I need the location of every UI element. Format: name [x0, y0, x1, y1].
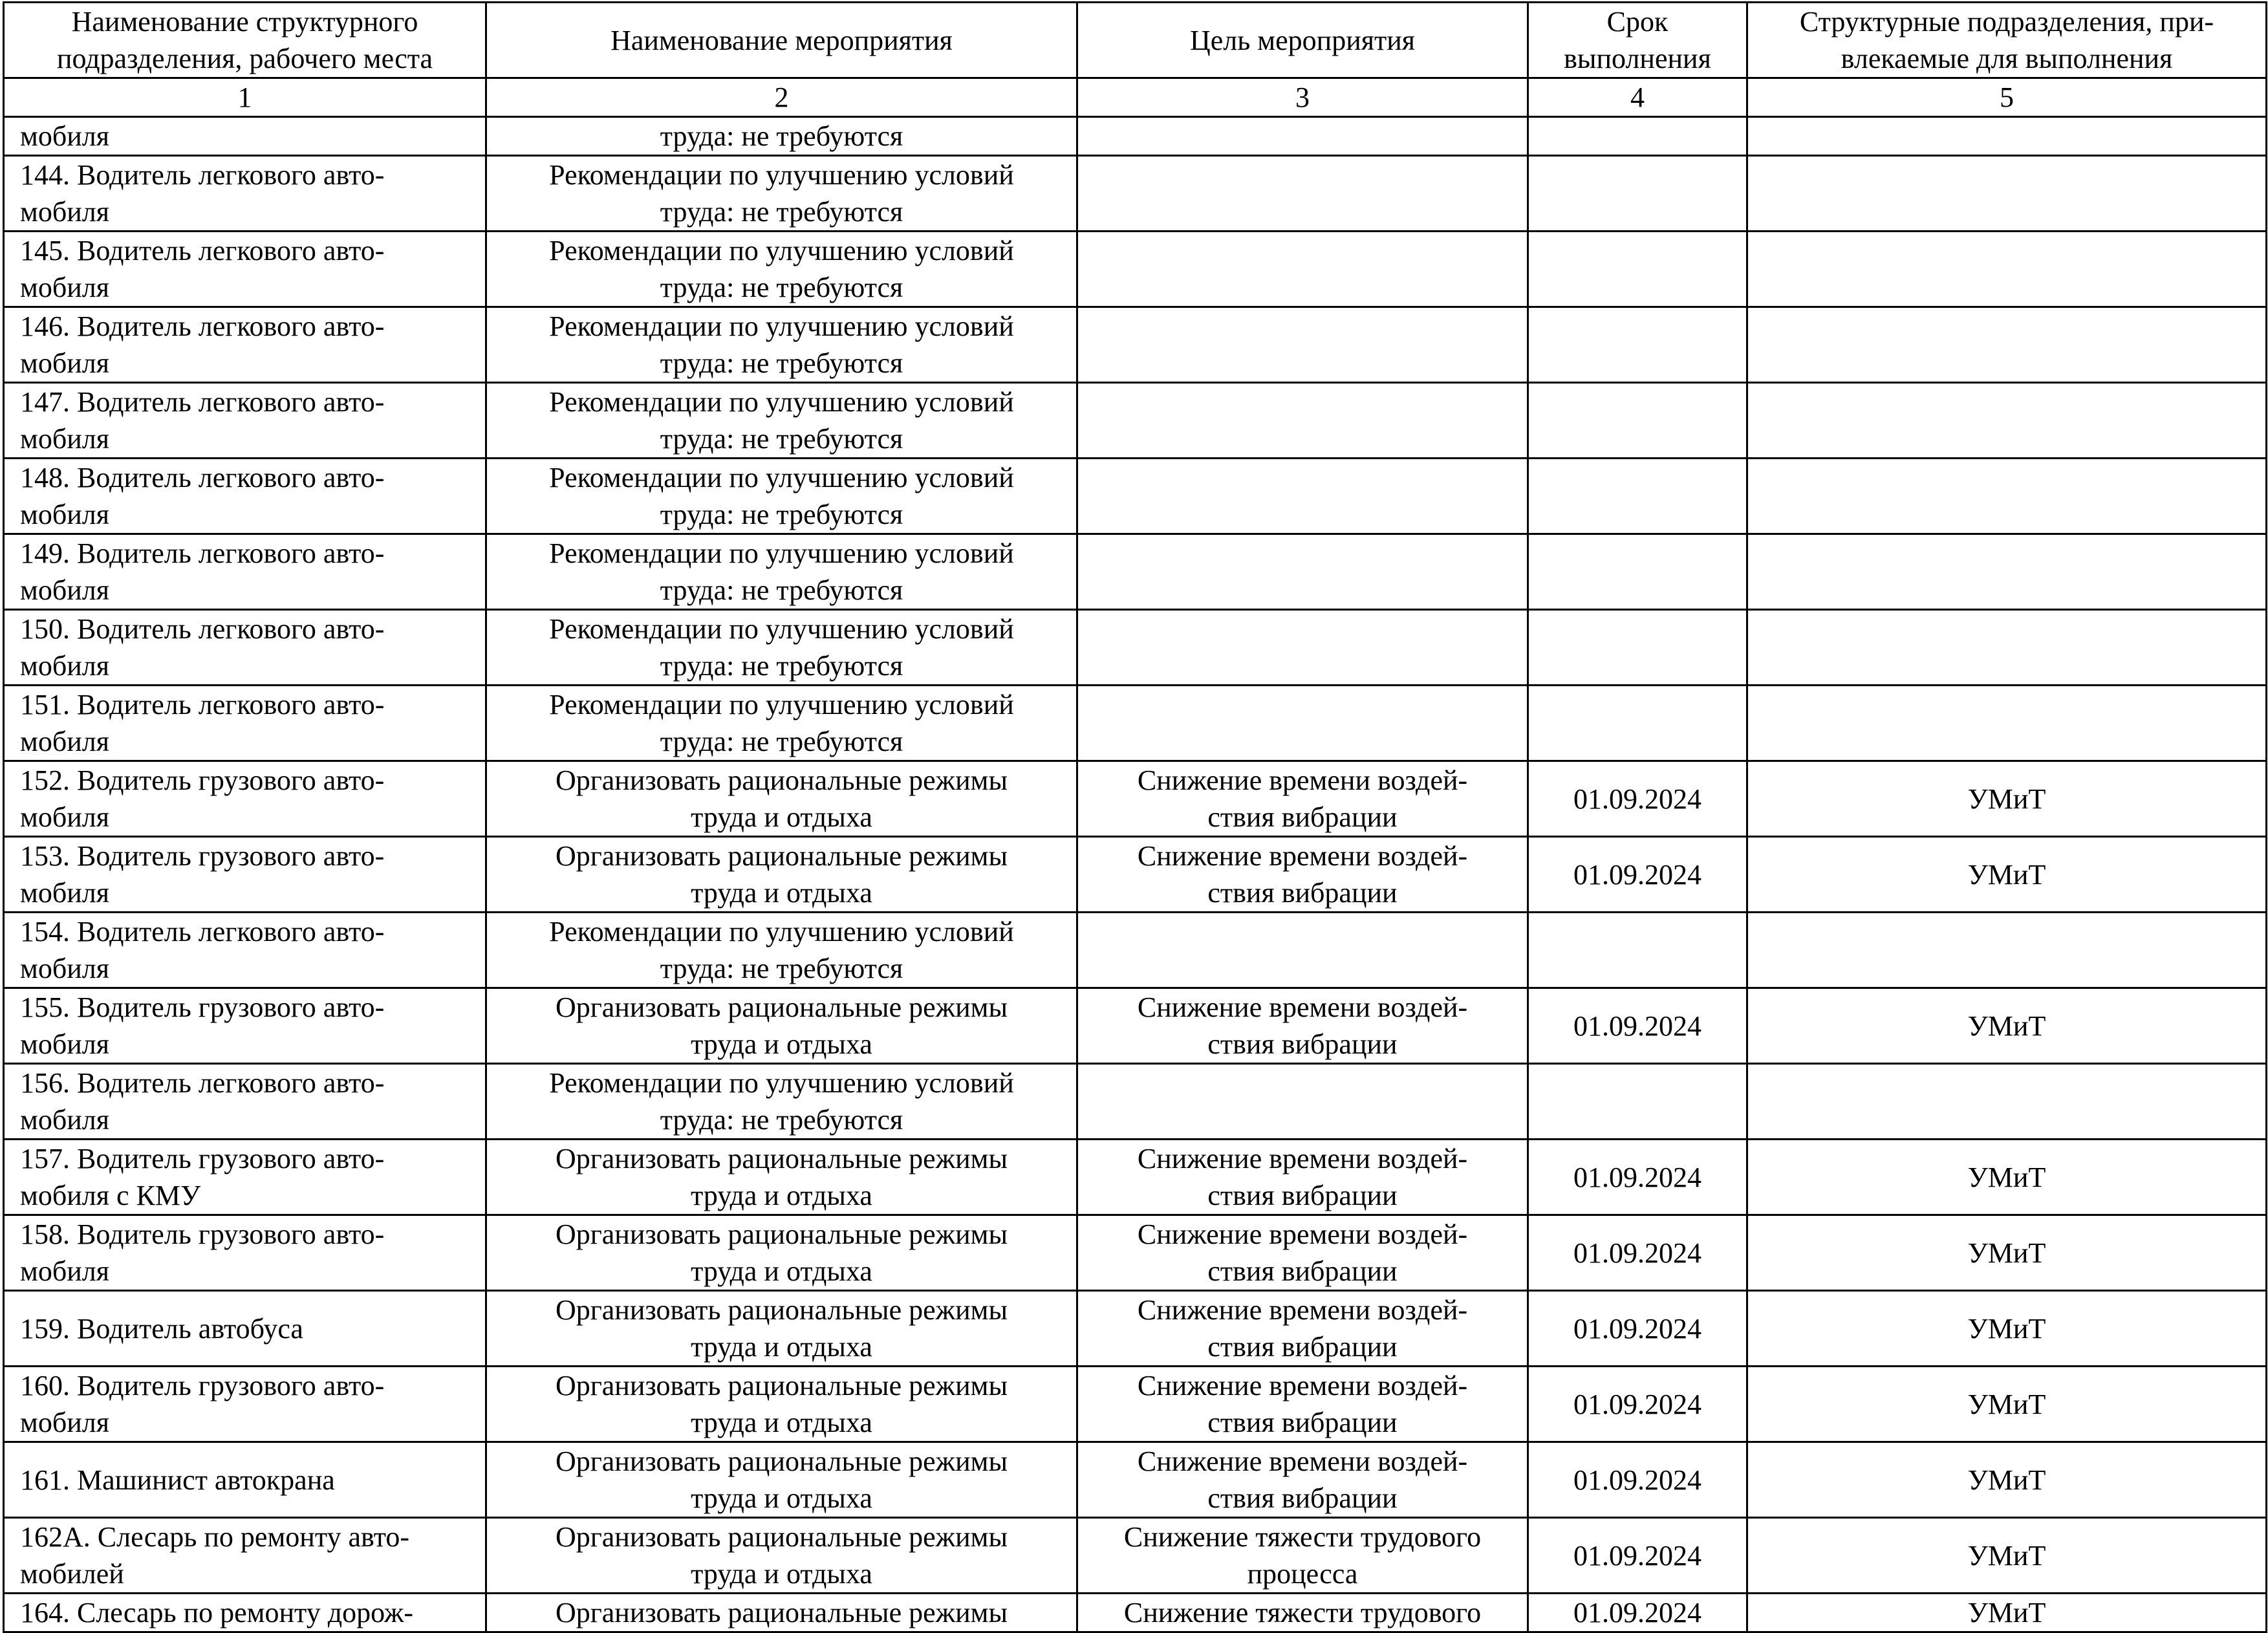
cell-workplace-line: 148. Водитель легкового авто- — [20, 462, 385, 493]
cell-workplace-line: 159. Водитель автобуса — [20, 1312, 303, 1345]
cell-workplace: 164. Слесарь по ремонту дорож- — [4, 1594, 486, 1632]
cell-divisions — [1747, 307, 2267, 383]
cell-measure-line: труда и отдыха — [691, 1407, 872, 1438]
cell-workplace-line: 160. Водитель грузового авто- — [20, 1370, 385, 1401]
cell-workplace-line: мобилей — [20, 1558, 124, 1590]
cell-workplace — [4, 610, 486, 686]
table-row — [4, 534, 2267, 610]
cell-goal-line: ствия вибрации — [1207, 1180, 1398, 1211]
cell-workplace-line: мобиля — [20, 196, 109, 228]
cell-measure-line: Организовать рациональные режимы — [555, 840, 1008, 872]
column-number: 4 — [1528, 78, 1747, 117]
cell-measure-line: труда: не требуются — [660, 499, 903, 530]
cell-deadline — [1528, 383, 1747, 459]
header-cell-measure: Наименование мероприятия — [486, 3, 1077, 78]
cell-workplace-line: мобиля — [20, 347, 109, 379]
cell-divisions — [1747, 383, 2267, 459]
cell-goal-line: Снижение времени воздей- — [1137, 764, 1468, 796]
cell-divisions: УМиТ — [1747, 1291, 2267, 1367]
cell-workplace-line: 157. Водитель грузового авто- — [20, 1143, 385, 1174]
cell-goal — [1077, 232, 1528, 307]
cell-goal — [1077, 988, 1528, 1064]
cell-measure — [486, 156, 1077, 232]
cell-divisions: УМиТ — [1747, 1594, 2267, 1632]
cell-measure — [486, 1140, 1077, 1215]
cell-workplace-line: мобиля — [20, 1028, 109, 1060]
cell-measure-line: труда и отдыха — [691, 1331, 872, 1363]
cell-goal — [1077, 1367, 1528, 1442]
cell-workplace — [4, 913, 486, 988]
table-row — [4, 1442, 2267, 1518]
cell-measure-line: труда: не требуются — [660, 1104, 903, 1136]
column-number: 2 — [486, 78, 1077, 117]
table-row — [4, 837, 2267, 913]
cell-divisions: УМиТ — [1747, 1215, 2267, 1291]
cell-measure — [486, 988, 1077, 1064]
cell-workplace-line: мобиля — [20, 877, 109, 909]
cell-workplace-line: 162А. Слесарь по ремонту авто- — [20, 1521, 409, 1553]
cell-workplace — [4, 1442, 486, 1518]
continuation-unit: мобиля — [4, 117, 486, 156]
cell-goal — [1077, 1064, 1528, 1140]
cell-measure-line: Рекомендации по улучшению условий — [549, 310, 1014, 342]
cell-workplace-line: 144. Водитель легкового авто- — [20, 159, 385, 191]
cell-workplace — [4, 837, 486, 913]
cell-goal — [1077, 761, 1528, 837]
cell-goal-line: ствия вибрации — [1207, 1407, 1398, 1438]
cell-workplace — [4, 307, 486, 383]
cell-measure — [486, 1215, 1077, 1291]
header-cell-divisions: Структурные подразделения, при- влекаемые для выполнения — [1747, 3, 2267, 78]
cell-workplace — [4, 156, 486, 232]
cell-measure-line: Организовать рациональные режимы — [555, 764, 1008, 796]
cell-workplace-line: мобиля — [20, 726, 109, 757]
cell-workplace — [4, 1291, 486, 1367]
cell-divisions: УМиТ — [1747, 1518, 2267, 1594]
cell-goal-line: Снижение времени воздей- — [1137, 1143, 1468, 1174]
cell-measure-line: труда и отдыха — [691, 1255, 872, 1287]
header-cell-deadline: Срок выполнения — [1528, 3, 1747, 78]
cell-workplace-line: 153. Водитель грузового авто- — [20, 840, 385, 872]
cell-workplace-line: мобиля — [20, 1407, 109, 1438]
continuation-divisions — [1747, 117, 2267, 156]
cell-divisions: УМиТ — [1747, 1442, 2267, 1518]
cell-workplace-line: мобиля — [20, 1255, 109, 1287]
cell-deadline: 01.09.2024 — [1528, 837, 1747, 913]
table-row — [4, 1215, 2267, 1291]
cell-measure-line: труда: не требуются — [660, 726, 903, 757]
cell-goal — [1077, 534, 1528, 610]
cell-deadline — [1528, 459, 1747, 534]
cell-goal-line: ствия вибрации — [1207, 1028, 1398, 1060]
table-row — [4, 761, 2267, 837]
cell-workplace-line: 154. Водитель легкового авто- — [20, 916, 385, 947]
cell-measure-line: труда: не требуются — [660, 574, 903, 606]
cell-workplace-line: 161. Машинист автокрана — [20, 1464, 335, 1496]
cell-divisions — [1747, 1064, 2267, 1140]
cell-goal-line: ствия вибрации — [1207, 877, 1398, 909]
cell-workplace-line: мобиля — [20, 801, 109, 833]
cell-measure-line: Организовать рациональные режимы — [555, 1370, 1008, 1401]
cell-measure-line: Организовать рациональные режимы — [555, 991, 1008, 1023]
cell-measure-line: Рекомендации по улучшению условий — [549, 1067, 1014, 1099]
cell-measure-line: Рекомендации по улучшению условий — [549, 537, 1014, 569]
cell-goal-line: Снижение времени воздей- — [1137, 991, 1468, 1023]
cell-workplace-line: 152. Водитель грузового авто- — [20, 764, 385, 796]
cell-workplace — [4, 686, 486, 761]
cell-measure — [486, 232, 1077, 307]
cell-workplace — [4, 1215, 486, 1291]
cell-measure-line: Рекомендации по улучшению условий — [549, 159, 1014, 191]
table-row — [4, 307, 2267, 383]
cell-measure — [486, 459, 1077, 534]
cell-deadline — [1528, 156, 1747, 232]
cell-measure — [486, 1291, 1077, 1367]
table-row — [4, 156, 2267, 232]
cell-workplace-line: 156. Водитель легкового авто- — [20, 1067, 385, 1099]
cell-measure — [486, 383, 1077, 459]
cell-goal-line: Снижение тяжести трудового — [1123, 1521, 1482, 1553]
table-row — [4, 459, 2267, 534]
header-cell-goal: Цель мероприятия — [1077, 3, 1528, 78]
cell-deadline — [1528, 307, 1747, 383]
cell-workplace — [4, 988, 486, 1064]
cell-workplace — [4, 534, 486, 610]
table-header-row — [4, 3, 2267, 78]
cell-deadline — [1528, 610, 1747, 686]
cell-goal: Снижение тяжести трудового — [1077, 1594, 1528, 1632]
cell-divisions: УМиТ — [1747, 1140, 2267, 1215]
cell-divisions — [1747, 610, 2267, 686]
cell-workplace-line: 158. Водитель грузового авто- — [20, 1218, 385, 1250]
cell-measure — [486, 1442, 1077, 1518]
column-number: 5 — [1747, 78, 2267, 117]
cell-goal-line: ствия вибрации — [1207, 801, 1398, 833]
cell-goal-line: процесса — [1247, 1558, 1358, 1590]
cell-workplace-line: 155. Водитель грузового авто- — [20, 991, 385, 1023]
measures-table — [3, 1, 2267, 1633]
cell-workplace — [4, 1367, 486, 1442]
cell-measure — [486, 913, 1077, 988]
cell-deadline — [1528, 913, 1747, 988]
cell-deadline: 01.09.2024 — [1528, 1442, 1747, 1518]
cell-measure — [486, 837, 1077, 913]
cell-measure — [486, 1367, 1077, 1442]
cell-deadline — [1528, 534, 1747, 610]
cell-measure-line: труда: не требуются — [660, 650, 903, 682]
continuation-row — [4, 117, 2267, 156]
cell-workplace — [4, 232, 486, 307]
cell-workplace-line: 145. Водитель легкового авто- — [20, 235, 385, 266]
cell-goal-line: Снижение времени воздей- — [1137, 1370, 1468, 1401]
cell-measure-line: Рекомендации по улучшению условий — [549, 462, 1014, 493]
cell-measure-line: труда: не требуются — [660, 423, 903, 455]
cell-measure-line: труда и отдыха — [691, 1028, 872, 1060]
cell-deadline — [1528, 1064, 1747, 1140]
cell-measure-line: Организовать рациональные режимы — [555, 1521, 1008, 1553]
cell-divisions — [1747, 232, 2267, 307]
table-row — [4, 988, 2267, 1064]
column-number: 1 — [4, 78, 486, 117]
cell-measure — [486, 610, 1077, 686]
cell-workplace-line: мобиля с КМУ — [20, 1180, 201, 1211]
table-row-partial — [4, 1594, 2267, 1632]
cell-workplace-line: 151. Водитель легкового авто- — [20, 689, 385, 720]
cell-goal — [1077, 307, 1528, 383]
cell-divisions: УМиТ — [1747, 837, 2267, 913]
table-row — [4, 1140, 2267, 1215]
continuation-measure: труда: не требуются — [486, 117, 1077, 156]
cell-measure — [486, 307, 1077, 383]
cell-measure — [486, 1064, 1077, 1140]
cell-deadline: 01.09.2024 — [1528, 1594, 1747, 1632]
cell-workplace-line: 146. Водитель легкового авто- — [20, 310, 385, 342]
continuation-goal — [1077, 117, 1528, 156]
cell-deadline — [1528, 686, 1747, 761]
cell-workplace-line: мобиля — [20, 499, 109, 530]
cell-measure-line: труда: не требуются — [660, 272, 903, 303]
cell-divisions: УМиТ — [1747, 761, 2267, 837]
cell-workplace-line: мобиля — [20, 1104, 109, 1136]
cell-workplace-line: мобиля — [20, 650, 109, 682]
cell-workplace — [4, 761, 486, 837]
cell-goal-line: ствия вибрации — [1207, 1255, 1398, 1287]
cell-measure-line: труда и отдыха — [691, 1558, 872, 1590]
cell-measure-line: Организовать рациональные режимы — [555, 1445, 1008, 1477]
cell-workplace-line: мобиля — [20, 574, 109, 606]
table-row — [4, 1064, 2267, 1140]
cell-measure-line: Организовать рациональные режимы — [555, 1294, 1008, 1326]
cell-goal — [1077, 610, 1528, 686]
cell-divisions — [1747, 156, 2267, 232]
cell-measure-line: Рекомендации по улучшению условий — [549, 386, 1014, 418]
cell-divisions — [1747, 913, 2267, 988]
cell-workplace-line: 147. Водитель легкового авто- — [20, 386, 385, 418]
cell-workplace-line: 149. Водитель легкового авто- — [20, 537, 385, 569]
cell-goal-line: ствия вибрации — [1207, 1331, 1398, 1363]
cell-goal — [1077, 837, 1528, 913]
cell-measure — [486, 534, 1077, 610]
cell-workplace-line: 150. Водитель легкового авто- — [20, 613, 385, 645]
cell-workplace — [4, 1140, 486, 1215]
cell-deadline: 01.09.2024 — [1528, 1215, 1747, 1291]
cell-divisions: УМиТ — [1747, 1367, 2267, 1442]
cell-measure — [486, 1518, 1077, 1594]
continuation-deadline — [1528, 117, 1747, 156]
cell-goal — [1077, 1442, 1528, 1518]
cell-deadline: 01.09.2024 — [1528, 1140, 1747, 1215]
cell-divisions — [1747, 534, 2267, 610]
cell-measure-line: Рекомендации по улучшению условий — [549, 613, 1014, 645]
cell-measure-line: труда и отдыха — [691, 877, 872, 909]
table-row — [4, 1518, 2267, 1594]
cell-measure-line: Организовать рациональные режимы — [555, 1143, 1008, 1174]
cell-goal — [1077, 1140, 1528, 1215]
cell-measure-line: труда и отдыха — [691, 801, 872, 833]
table-row — [4, 913, 2267, 988]
cell-measure-line: труда: не требуются — [660, 347, 903, 379]
cell-goal — [1077, 1215, 1528, 1291]
cell-deadline: 01.09.2024 — [1528, 761, 1747, 837]
cell-goal — [1077, 1518, 1528, 1594]
cell-measure-line: труда: не требуются — [660, 953, 903, 984]
cell-measure-line: Рекомендации по улучшению условий — [549, 916, 1014, 947]
cell-goal — [1077, 686, 1528, 761]
cell-workplace — [4, 1518, 486, 1594]
cell-divisions — [1747, 459, 2267, 534]
cell-goal — [1077, 913, 1528, 988]
table-row — [4, 232, 2267, 307]
cell-deadline: 01.09.2024 — [1528, 1291, 1747, 1367]
cell-goal — [1077, 459, 1528, 534]
cell-measure-line: труда и отдыха — [691, 1482, 872, 1514]
cell-goal-line: Снижение времени воздей- — [1137, 1445, 1468, 1477]
cell-goal — [1077, 383, 1528, 459]
cell-goal-line: Снижение времени воздей- — [1137, 840, 1468, 872]
cell-workplace — [4, 383, 486, 459]
cell-measure — [486, 761, 1077, 837]
cell-goal-line: Снижение времени воздей- — [1137, 1294, 1468, 1326]
cell-deadline: 01.09.2024 — [1528, 1367, 1747, 1442]
column-number-row — [4, 78, 2267, 117]
cell-deadline: 01.09.2024 — [1528, 988, 1747, 1064]
cell-measure-line: Рекомендации по улучшению условий — [549, 689, 1014, 720]
cell-divisions — [1747, 686, 2267, 761]
cell-goal-line: ствия вибрации — [1207, 1482, 1398, 1514]
cell-deadline — [1528, 232, 1747, 307]
cell-measure: Организовать рациональные режимы — [486, 1594, 1077, 1632]
cell-measure-line: Организовать рациональные режимы — [555, 1218, 1008, 1250]
header-cell-unit: Наименование структурного подразделения, рабочего места — [4, 3, 486, 78]
document-page — [3, 1, 2265, 1633]
table-row — [4, 383, 2267, 459]
column-number: 3 — [1077, 78, 1528, 117]
cell-workplace-line: мобиля — [20, 423, 109, 455]
cell-workplace-line: мобиля — [20, 272, 109, 303]
table-row — [4, 1367, 2267, 1442]
cell-measure-line: труда: не требуются — [660, 196, 903, 228]
cell-workplace — [4, 459, 486, 534]
table-row — [4, 610, 2267, 686]
table-row — [4, 1291, 2267, 1367]
cell-measure — [486, 686, 1077, 761]
cell-deadline: 01.09.2024 — [1528, 1518, 1747, 1594]
cell-goal — [1077, 1291, 1528, 1367]
cell-divisions: УМиТ — [1747, 988, 2267, 1064]
cell-measure-line: труда и отдыха — [691, 1180, 872, 1211]
cell-goal — [1077, 156, 1528, 232]
cell-goal-line: Снижение времени воздей- — [1137, 1218, 1468, 1250]
cell-workplace-line: мобиля — [20, 953, 109, 984]
table-row — [4, 686, 2267, 761]
cell-measure-line: Рекомендации по улучшению условий — [549, 235, 1014, 266]
cell-workplace — [4, 1064, 486, 1140]
